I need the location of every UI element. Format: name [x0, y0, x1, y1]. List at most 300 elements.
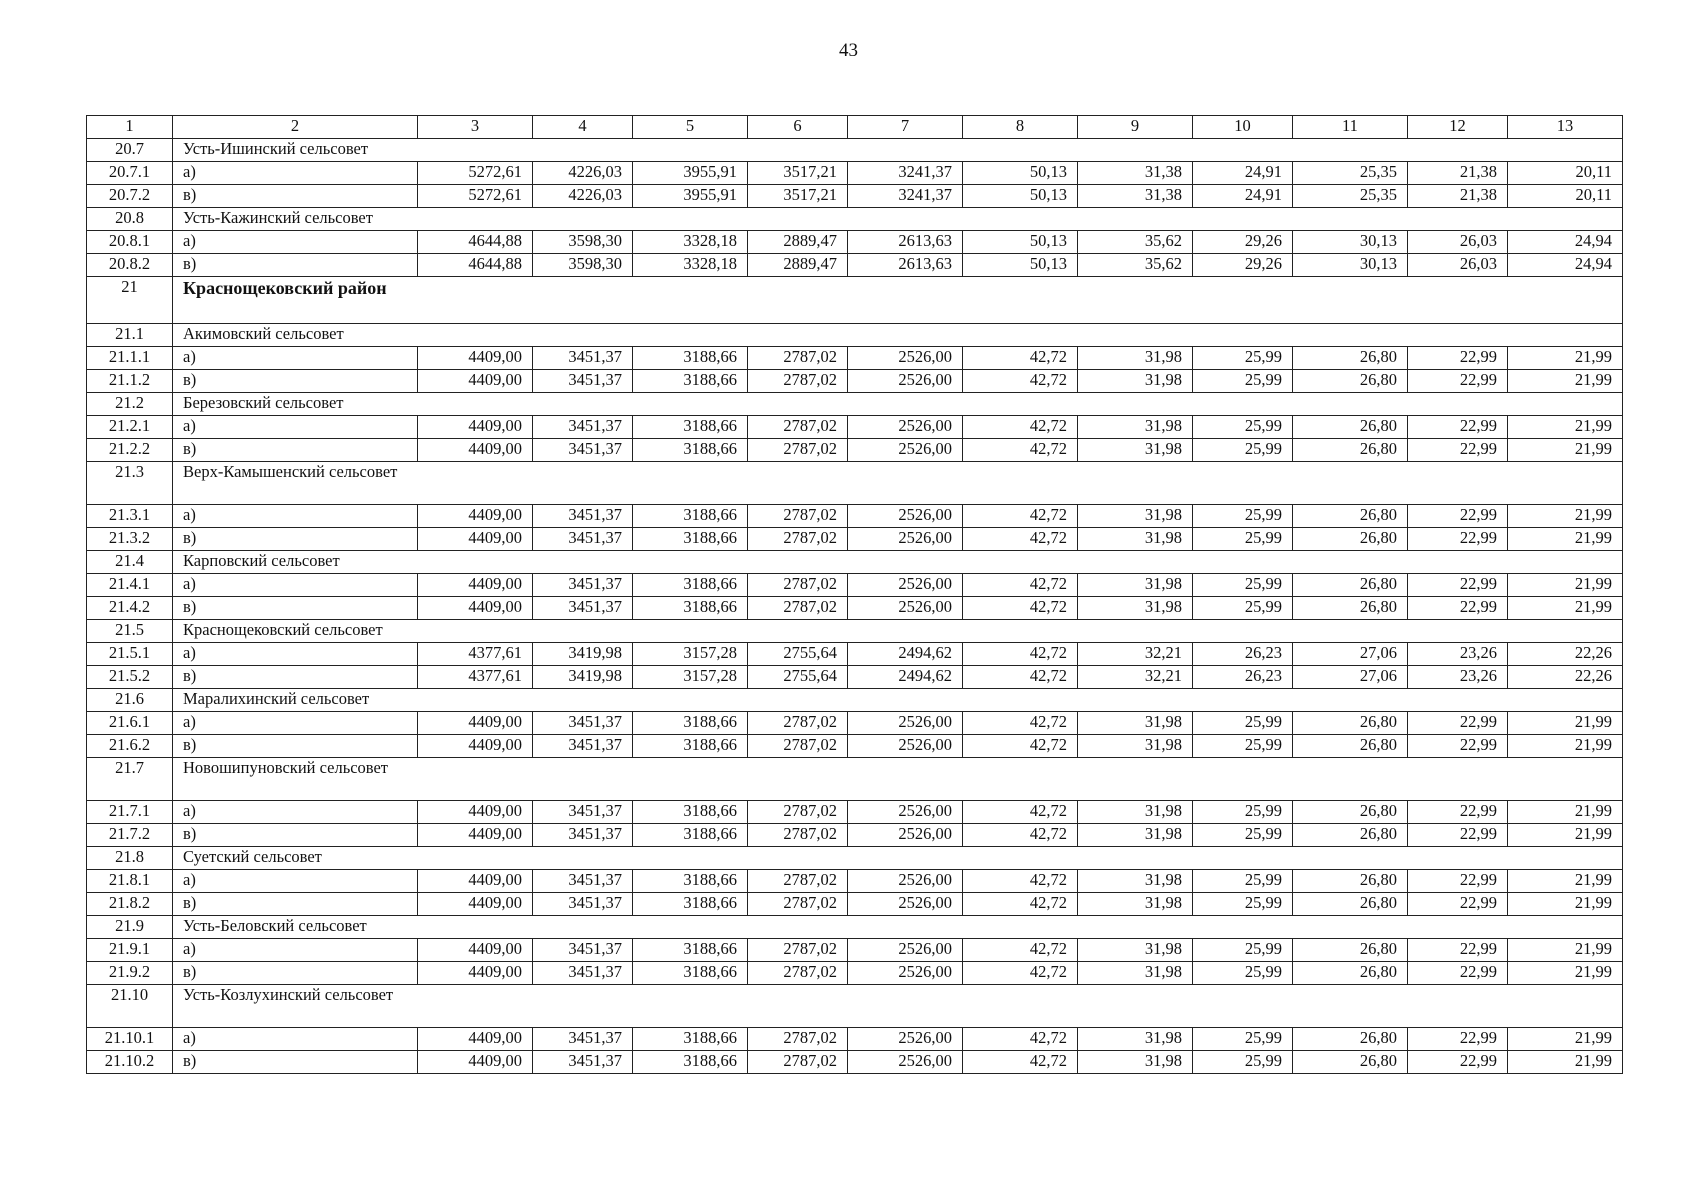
table-cell: 21,99	[1508, 1051, 1623, 1074]
row-label: в)	[173, 528, 418, 551]
table-cell: 3188,66	[633, 735, 748, 758]
table-cell: 22,99	[1408, 597, 1508, 620]
column-header: 1	[87, 116, 173, 139]
table-cell: 26,80	[1293, 824, 1408, 847]
table-row	[87, 870, 1623, 893]
table-row	[87, 893, 1623, 916]
table-cell: 21,99	[1508, 893, 1623, 916]
table-cell: 26,80	[1293, 893, 1408, 916]
page-number: 43	[839, 40, 858, 61]
row-code: 21.9	[87, 916, 173, 939]
table-cell: 30,13	[1293, 254, 1408, 277]
table-cell: 2526,00	[848, 370, 963, 393]
table-cell: 3188,66	[633, 870, 748, 893]
row-label: в)	[173, 824, 418, 847]
group-name: Акимовский сельсовет	[173, 324, 418, 347]
table-cell: 2494,62	[848, 643, 963, 666]
table-cell: 3157,28	[633, 666, 748, 689]
row-code: 21.8.1	[87, 870, 173, 893]
table-row	[87, 939, 1623, 962]
table-cell: 4409,00	[418, 574, 533, 597]
table-cell: 25,99	[1193, 528, 1293, 551]
table-cell: 26,03	[1408, 231, 1508, 254]
table-cell: 42,72	[963, 666, 1078, 689]
group-row	[87, 139, 1623, 162]
table-cell: 26,80	[1293, 370, 1408, 393]
table-cell: 3451,37	[533, 439, 633, 462]
table-cell: 26,03	[1408, 254, 1508, 277]
table-row	[87, 801, 1623, 824]
table-cell: 25,99	[1193, 824, 1293, 847]
table-cell: 2526,00	[848, 735, 963, 758]
column-header: 7	[848, 116, 963, 139]
table-cell: 3241,37	[848, 185, 963, 208]
table-cell: 3188,66	[633, 597, 748, 620]
table-cell: 22,99	[1408, 870, 1508, 893]
group-row	[87, 985, 1623, 1028]
table-cell: 4409,00	[418, 347, 533, 370]
table-cell: 3451,37	[533, 528, 633, 551]
table-cell: 4409,00	[418, 528, 533, 551]
row-code: 21.5.1	[87, 643, 173, 666]
tariff-table	[86, 115, 1623, 1074]
table-cell: 31,98	[1078, 347, 1193, 370]
table-cell: 2526,00	[848, 505, 963, 528]
table-cell: 31,98	[1078, 505, 1193, 528]
table-cell: 4409,00	[418, 962, 533, 985]
group-name: Березовский сельсовет	[173, 393, 418, 416]
table-cell: 2787,02	[748, 416, 848, 439]
table-row	[87, 185, 1623, 208]
table-cell: 3188,66	[633, 962, 748, 985]
table-cell: 35,62	[1078, 231, 1193, 254]
row-label: в)	[173, 439, 418, 462]
table-cell: 5272,61	[418, 162, 533, 185]
group-name: Краснощековский сельсовет	[173, 620, 418, 643]
table-row	[87, 370, 1623, 393]
row-label: в)	[173, 254, 418, 277]
table-cell: 3188,66	[633, 505, 748, 528]
table-cell: 21,99	[1508, 939, 1623, 962]
table-cell: 25,99	[1193, 347, 1293, 370]
table-cell: 4377,61	[418, 666, 533, 689]
table-cell: 2787,02	[748, 870, 848, 893]
row-code: 21.2.2	[87, 439, 173, 462]
table-cell: 26,80	[1293, 347, 1408, 370]
row-label: а)	[173, 505, 418, 528]
table-cell: 26,80	[1293, 735, 1408, 758]
table-cell: 3188,66	[633, 1051, 748, 1074]
table-cell: 4409,00	[418, 439, 533, 462]
row-label: а)	[173, 162, 418, 185]
row-code: 21.5	[87, 620, 173, 643]
table-cell: 4409,00	[418, 416, 533, 439]
row-label: а)	[173, 1028, 418, 1051]
table-cell: 2787,02	[748, 528, 848, 551]
table-cell: 22,99	[1408, 370, 1508, 393]
table-cell: 2755,64	[748, 643, 848, 666]
table-cell: 21,99	[1508, 370, 1623, 393]
group-row	[87, 758, 1623, 801]
table-cell: 2787,02	[748, 735, 848, 758]
empty-span-cell	[418, 847, 1623, 870]
table-cell: 3451,37	[533, 1028, 633, 1051]
table-cell: 3451,37	[533, 824, 633, 847]
group-row	[87, 208, 1623, 231]
row-label: а)	[173, 231, 418, 254]
table-cell: 31,98	[1078, 712, 1193, 735]
table-row	[87, 505, 1623, 528]
table-cell: 24,91	[1193, 162, 1293, 185]
table-cell: 29,26	[1193, 231, 1293, 254]
row-code: 21.9.2	[87, 962, 173, 985]
table-cell: 26,80	[1293, 712, 1408, 735]
table-cell: 31,98	[1078, 735, 1193, 758]
row-code: 21.9.1	[87, 939, 173, 962]
table-cell: 42,72	[963, 824, 1078, 847]
table-cell: 3451,37	[533, 893, 633, 916]
table-cell: 31,98	[1078, 824, 1193, 847]
table-cell: 21,99	[1508, 574, 1623, 597]
empty-span-cell	[418, 689, 1623, 712]
column-header: 4	[533, 116, 633, 139]
row-label: а)	[173, 416, 418, 439]
column-header: 5	[633, 116, 748, 139]
table-cell: 22,26	[1508, 666, 1623, 689]
table-cell: 26,80	[1293, 439, 1408, 462]
table-cell: 21,99	[1508, 439, 1623, 462]
table-cell: 50,13	[963, 254, 1078, 277]
table-cell: 3517,21	[748, 185, 848, 208]
table-cell: 26,23	[1193, 643, 1293, 666]
row-code: 21.7.2	[87, 824, 173, 847]
row-code: 21.2.1	[87, 416, 173, 439]
table-cell: 22,99	[1408, 1051, 1508, 1074]
row-label: а)	[173, 574, 418, 597]
table-cell: 4409,00	[418, 1051, 533, 1074]
table-cell: 2787,02	[748, 962, 848, 985]
row-code: 21.8	[87, 847, 173, 870]
table-cell: 22,26	[1508, 643, 1623, 666]
table-cell: 3188,66	[633, 528, 748, 551]
empty-span-cell	[418, 139, 1623, 162]
table-cell: 31,38	[1078, 162, 1193, 185]
row-code: 21	[87, 277, 173, 324]
table-cell: 22,99	[1408, 528, 1508, 551]
row-code: 21.1.1	[87, 347, 173, 370]
row-code: 21.6	[87, 689, 173, 712]
table-cell: 3188,66	[633, 574, 748, 597]
table-cell: 3328,18	[633, 254, 748, 277]
table-cell: 25,35	[1293, 185, 1408, 208]
row-code: 21.8.2	[87, 893, 173, 916]
table-cell: 3419,98	[533, 643, 633, 666]
table-cell: 3451,37	[533, 347, 633, 370]
row-code: 21.6.2	[87, 735, 173, 758]
table-cell: 26,80	[1293, 962, 1408, 985]
row-code: 21.3	[87, 462, 173, 505]
row-code: 20.8.1	[87, 231, 173, 254]
table-cell: 31,98	[1078, 893, 1193, 916]
table-cell: 3955,91	[633, 162, 748, 185]
table-cell: 25,99	[1193, 939, 1293, 962]
table-cell: 22,99	[1408, 1028, 1508, 1051]
district-row	[87, 277, 1623, 324]
table-cell: 42,72	[963, 439, 1078, 462]
table-cell: 26,80	[1293, 801, 1408, 824]
table-cell: 3241,37	[848, 162, 963, 185]
table-cell: 3188,66	[633, 893, 748, 916]
row-code: 20.8	[87, 208, 173, 231]
district-name: Краснощековский район	[173, 277, 418, 324]
table-cell: 2613,63	[848, 231, 963, 254]
row-label: в)	[173, 597, 418, 620]
table-row	[87, 1028, 1623, 1051]
table-cell: 3451,37	[533, 735, 633, 758]
column-header: 6	[748, 116, 848, 139]
table-cell: 42,72	[963, 801, 1078, 824]
table-cell: 21,99	[1508, 1028, 1623, 1051]
table-cell: 2787,02	[748, 712, 848, 735]
row-label: в)	[173, 735, 418, 758]
row-code: 21.10	[87, 985, 173, 1028]
table-cell: 2526,00	[848, 439, 963, 462]
table-cell: 2787,02	[748, 1051, 848, 1074]
empty-span-cell	[418, 985, 1623, 1028]
row-label: а)	[173, 939, 418, 962]
group-row	[87, 620, 1623, 643]
group-row	[87, 689, 1623, 712]
table-cell: 4409,00	[418, 893, 533, 916]
table-cell: 21,99	[1508, 801, 1623, 824]
table-cell: 27,06	[1293, 666, 1408, 689]
empty-span-cell	[418, 277, 1623, 324]
table-cell: 3451,37	[533, 505, 633, 528]
group-name: Маралихинский сельсовет	[173, 689, 418, 712]
row-label: в)	[173, 185, 418, 208]
row-label: а)	[173, 347, 418, 370]
table-cell: 21,99	[1508, 505, 1623, 528]
table-cell: 42,72	[963, 597, 1078, 620]
table-cell: 25,99	[1193, 505, 1293, 528]
table-cell: 2787,02	[748, 597, 848, 620]
table-row	[87, 254, 1623, 277]
empty-span-cell	[418, 916, 1623, 939]
table-cell: 3451,37	[533, 712, 633, 735]
table-cell: 4644,88	[418, 254, 533, 277]
table-cell: 25,99	[1193, 1028, 1293, 1051]
table-cell: 3188,66	[633, 939, 748, 962]
table-cell: 4226,03	[533, 162, 633, 185]
table-cell: 4409,00	[418, 370, 533, 393]
row-label: в)	[173, 962, 418, 985]
empty-span-cell	[418, 324, 1623, 347]
table-cell: 3451,37	[533, 416, 633, 439]
table-cell: 30,13	[1293, 231, 1408, 254]
table-cell: 42,72	[963, 1051, 1078, 1074]
group-name: Усть-Ишинский сельсовет	[173, 139, 418, 162]
table-cell: 2787,02	[748, 893, 848, 916]
row-code: 21.6.1	[87, 712, 173, 735]
table-cell: 2526,00	[848, 939, 963, 962]
table-row	[87, 597, 1623, 620]
table-cell: 22,99	[1408, 574, 1508, 597]
header-row	[87, 116, 1623, 139]
table-cell: 2526,00	[848, 870, 963, 893]
table-cell: 26,80	[1293, 1028, 1408, 1051]
table-cell: 3188,66	[633, 370, 748, 393]
table-cell: 31,98	[1078, 597, 1193, 620]
table-cell: 3451,37	[533, 597, 633, 620]
table-cell: 3188,66	[633, 416, 748, 439]
table-row	[87, 574, 1623, 597]
table-cell: 31,98	[1078, 1051, 1193, 1074]
table-cell: 21,99	[1508, 416, 1623, 439]
table-cell: 25,99	[1193, 962, 1293, 985]
table-cell: 4409,00	[418, 597, 533, 620]
table-cell: 21,99	[1508, 824, 1623, 847]
table-row	[87, 643, 1623, 666]
table-cell: 2526,00	[848, 1051, 963, 1074]
table-cell: 42,72	[963, 735, 1078, 758]
table-cell: 50,13	[963, 162, 1078, 185]
row-label: в)	[173, 370, 418, 393]
group-row	[87, 462, 1623, 505]
table-cell: 21,99	[1508, 597, 1623, 620]
table-cell: 2787,02	[748, 439, 848, 462]
table-cell: 23,26	[1408, 666, 1508, 689]
table-cell: 3188,66	[633, 439, 748, 462]
table-cell: 2526,00	[848, 347, 963, 370]
table-cell: 25,99	[1193, 893, 1293, 916]
table-cell: 3451,37	[533, 870, 633, 893]
table-cell: 26,80	[1293, 528, 1408, 551]
row-code: 20.8.2	[87, 254, 173, 277]
column-header: 2	[173, 116, 418, 139]
table-cell: 2787,02	[748, 1028, 848, 1051]
table-cell: 4409,00	[418, 1028, 533, 1051]
row-code: 21.3.2	[87, 528, 173, 551]
table-cell: 2613,63	[848, 254, 963, 277]
column-header: 12	[1408, 116, 1508, 139]
table-cell: 26,23	[1193, 666, 1293, 689]
table-cell: 22,99	[1408, 735, 1508, 758]
table-cell: 31,98	[1078, 939, 1193, 962]
table-cell: 42,72	[963, 939, 1078, 962]
table-cell: 27,06	[1293, 643, 1408, 666]
row-label: а)	[173, 712, 418, 735]
table-cell: 22,99	[1408, 712, 1508, 735]
table-cell: 4409,00	[418, 735, 533, 758]
table-row	[87, 439, 1623, 462]
table-cell: 3451,37	[533, 962, 633, 985]
table-cell: 22,99	[1408, 893, 1508, 916]
group-name: Верх-Камышенский сельсовет	[173, 462, 418, 505]
empty-span-cell	[418, 393, 1623, 416]
table-cell: 2787,02	[748, 824, 848, 847]
table-cell: 3955,91	[633, 185, 748, 208]
row-code: 21.2	[87, 393, 173, 416]
row-code: 21.10.1	[87, 1028, 173, 1051]
table-cell: 4377,61	[418, 643, 533, 666]
column-header: 8	[963, 116, 1078, 139]
table-cell: 32,21	[1078, 643, 1193, 666]
table-cell: 23,26	[1408, 643, 1508, 666]
table-cell: 2889,47	[748, 231, 848, 254]
table-cell: 4409,00	[418, 712, 533, 735]
table-cell: 25,99	[1193, 597, 1293, 620]
table-cell: 3598,30	[533, 231, 633, 254]
table-cell: 35,62	[1078, 254, 1193, 277]
column-header: 10	[1193, 116, 1293, 139]
table-cell: 25,99	[1193, 712, 1293, 735]
table-cell: 2526,00	[848, 962, 963, 985]
group-row	[87, 916, 1623, 939]
table-cell: 50,13	[963, 185, 1078, 208]
table-cell: 2526,00	[848, 824, 963, 847]
table-cell: 24,94	[1508, 231, 1623, 254]
row-code: 21.10.2	[87, 1051, 173, 1074]
table-cell: 20,11	[1508, 185, 1623, 208]
table-cell: 2526,00	[848, 597, 963, 620]
table-cell: 22,99	[1408, 439, 1508, 462]
row-code: 21.7	[87, 758, 173, 801]
table-cell: 31,98	[1078, 416, 1193, 439]
table-cell: 29,26	[1193, 254, 1293, 277]
table-cell: 21,99	[1508, 528, 1623, 551]
group-row	[87, 324, 1623, 347]
table-row	[87, 347, 1623, 370]
table-cell: 21,38	[1408, 185, 1508, 208]
group-name: Усть-Козлухинский сельсовет	[173, 985, 418, 1028]
table-cell: 31,98	[1078, 439, 1193, 462]
table-cell: 50,13	[963, 231, 1078, 254]
table-row	[87, 162, 1623, 185]
table-cell: 31,98	[1078, 870, 1193, 893]
table-cell: 20,11	[1508, 162, 1623, 185]
table-cell: 3188,66	[633, 347, 748, 370]
table-cell: 4644,88	[418, 231, 533, 254]
table-cell: 2526,00	[848, 801, 963, 824]
empty-span-cell	[418, 462, 1623, 505]
empty-span-cell	[418, 551, 1623, 574]
table-cell: 26,80	[1293, 1051, 1408, 1074]
table-cell: 21,99	[1508, 735, 1623, 758]
row-label: а)	[173, 643, 418, 666]
table-cell: 2787,02	[748, 347, 848, 370]
table-cell: 22,99	[1408, 416, 1508, 439]
table-cell: 2526,00	[848, 893, 963, 916]
table-cell: 4226,03	[533, 185, 633, 208]
table-cell: 4409,00	[418, 505, 533, 528]
table-cell: 25,35	[1293, 162, 1408, 185]
table-cell: 3188,66	[633, 801, 748, 824]
table-cell: 42,72	[963, 370, 1078, 393]
column-header: 11	[1293, 116, 1408, 139]
table-cell: 42,72	[963, 528, 1078, 551]
table-cell: 21,99	[1508, 712, 1623, 735]
empty-span-cell	[418, 208, 1623, 231]
table-cell: 42,72	[963, 347, 1078, 370]
row-label: в)	[173, 893, 418, 916]
table-cell: 25,99	[1193, 439, 1293, 462]
table-cell: 2787,02	[748, 370, 848, 393]
table-cell: 4409,00	[418, 801, 533, 824]
table-cell: 3451,37	[533, 370, 633, 393]
table-cell: 2526,00	[848, 528, 963, 551]
row-code: 21.7.1	[87, 801, 173, 824]
table-cell: 26,80	[1293, 597, 1408, 620]
